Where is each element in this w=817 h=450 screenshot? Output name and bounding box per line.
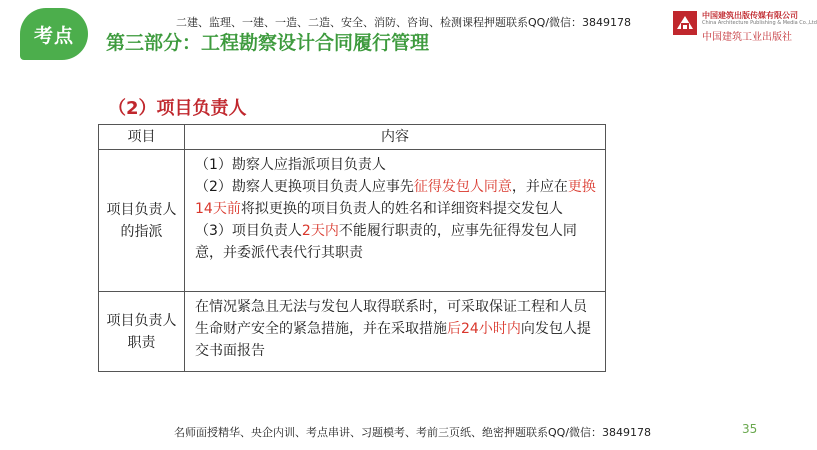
content-text: 向发包人提交书面报告: [195, 321, 591, 359]
item-cell: 项目负责人职责: [99, 292, 185, 372]
content-paragraph: [195, 176, 597, 220]
highlighted-text: 更换14天前: [195, 179, 596, 217]
highlighted-text: 征得发包人同意: [413, 179, 512, 195]
content-paragraph: [195, 154, 597, 176]
highlighted-text: 后24小时内: [447, 321, 521, 337]
publisher-logo: [672, 8, 817, 43]
publisher-calligraphy: 中国建筑工业出版社: [702, 32, 792, 43]
publisher-name-english: China Architecture Publishing & Media Co.,Ltd: [702, 20, 817, 26]
table-row: [99, 150, 606, 292]
publisher-emblem-icon: [672, 10, 698, 36]
footer-contact-notice: 名师面授精华、央企内训、考点串讲、习题模考、考前三页纸、绝密押题联系QQ/微信：3849178: [174, 426, 652, 439]
highlighted-text: 2天内: [301, 223, 339, 239]
sub-heading: （2）项目负责人: [108, 98, 247, 119]
content-text: （1）勘察人应指派项目负责人: [195, 157, 386, 173]
content-text: 在情况紧急且无法与发包人取得联系时，可采取保证工程和人员生命财产安全的紧急措施，并在采取措施: [195, 299, 587, 337]
header-cell-item: 项目: [99, 125, 185, 150]
content-paragraph: [195, 220, 597, 264]
content-text: （2）勘察人更换项目负责人应事先: [195, 179, 414, 195]
page-number: 35: [742, 422, 758, 436]
table-header-row: [99, 125, 606, 150]
table-row: [99, 292, 606, 372]
content-text: 不能履行职责的，应事先征得发包人同意，并委派代表代行其职责: [195, 223, 577, 261]
top-contact-notice: 二建、监理、一建、一造、二造、安全、消防、咨询、检测课程押题联系QQ/微信：3849178: [176, 16, 632, 29]
content-paragraph: [195, 296, 597, 362]
content-text: （3）项目负责人: [195, 223, 302, 239]
header-cell-content: 内容: [185, 125, 606, 150]
content-cell: [185, 150, 606, 292]
publisher-name: 中国建筑出版传媒有限公司: [702, 11, 798, 20]
content-text: 将拟更换的项目负责人的姓名和详细资料提交发包人: [240, 201, 563, 217]
content-text: ，并应在: [511, 179, 568, 195]
responsibility-table: [98, 124, 606, 372]
item-cell: 项目负责人的指派: [99, 150, 185, 292]
section-title: 第三部分：工程勘察设计合同履行管理: [106, 32, 430, 54]
topic-badge: 考点: [20, 8, 88, 60]
content-cell: [185, 292, 606, 372]
